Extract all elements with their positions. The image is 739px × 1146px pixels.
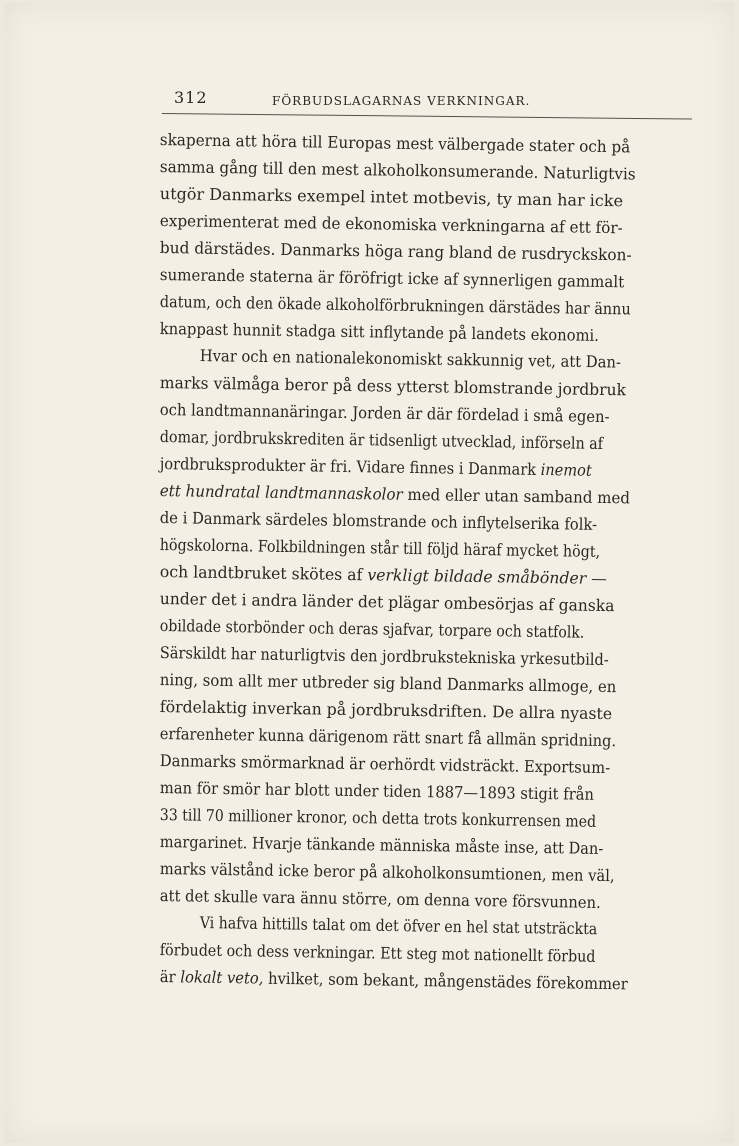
text-line: Särskildt har naturligtvis den jordbrukstekniska yrkesutbild-	[159, 643, 609, 670]
text-line: man för smör har blott under tiden 1887—1893 stigit från	[159, 778, 595, 804]
text-line: domar, jordbrukskrediten är tidsenligt utvecklad, införseln af	[159, 427, 604, 453]
emphasis: ett hundratal landtmannaskolor	[159, 481, 403, 504]
running-title: FÖRBUDSLAGARNAS VERKNINGAR.	[272, 94, 531, 108]
text-line: marks välstånd icke beror på alkoholkonsumtionen, men väl,	[159, 859, 615, 886]
text-line: fördelaktig inverkan på jordbruksdriften. De allra nyaste	[159, 697, 613, 724]
text-line: utgör Danmarks exempel intet motbevis, ty man har icke	[159, 184, 624, 211]
text-line: att det skulle vara ännu större, om denna vore försvunnen.	[159, 886, 601, 912]
text-line: erfarenheter kunna därigenom rätt snart få allmän spridning.	[159, 724, 617, 751]
emphasis: lokalt veto,	[180, 967, 264, 988]
text-line: är lokalt veto, hvilket, som bekant, mångenstädes förekommer	[159, 967, 628, 994]
emphasis: verkligt bildade småbönder	[367, 565, 587, 588]
text-line: sumerande staterna är föröfrigt icke af synnerligen gammalt	[159, 265, 625, 292]
text-line: marks välmåga beror på dess ytterst blomstrande jordbruk	[159, 373, 627, 400]
text-line: 33 till 70 millioner kronor, och detta trots konkurrensen med	[159, 805, 597, 831]
text-line: experimenterat med de ekonomiska verkningarna af ett för-	[159, 211, 623, 238]
header-rule	[162, 113, 692, 120]
text-line: skaperna att höra till Europas mest välbergade stater och på	[159, 130, 631, 157]
text-line: högskolorna. Folkbildningen står till följd häraf mycket högt,	[159, 535, 601, 561]
text-line: de i Danmark särdeles blomstrande och inflytelserika folk-	[159, 508, 598, 534]
text-line: och landtbruket skötes af verkligt bildade småbönder —	[159, 562, 608, 589]
text-line: bud därstädes. Danmarks höga rang bland de rusdryckskon-	[159, 238, 632, 265]
text-line: jordbruksprodukter är fri. Vidare finnes i Danmark inemot	[159, 454, 592, 480]
text-line: under det i andra länder det plägar ombesörjas af ganska	[159, 589, 615, 616]
text-line: knappast hunnit stadga sitt inflytande på landets ekonomi.	[159, 319, 600, 345]
text-line: förbudet och dess verkningar. Ett steg mot nationellt förbud	[159, 940, 596, 966]
page-number: 312	[174, 88, 208, 107]
text-line: och landtmannanäringar. Jorden är där fördelad i små egen-	[159, 400, 610, 427]
text-line: margarinet. Hvarje tänkande människa måste inse, att Dan-	[159, 832, 604, 858]
text-line: obildade storbönder och deras sjafvar, torpare och statfolk.	[159, 616, 585, 642]
text-line: ett hundratal landtmannaskolor med eller utan samband med	[159, 481, 631, 508]
text-line: Danmarks smörmarknad är oerhördt vidsträckt. Exportsum-	[159, 751, 611, 778]
text-line: samma gång till den mest alkoholkonsumerande. Naturligtvis	[159, 157, 636, 184]
text-line: ning, som allt mer utbreder sig bland Danmarks allmoge, en	[159, 670, 617, 697]
text-line: Hvar och en nationalekonomiskt sakkunnig vet, att Dan-	[199, 346, 622, 372]
text-line: Vi hafva hittills talat om det öfver en hel stat utsträckta	[199, 913, 598, 939]
emphasis: inemot	[540, 459, 592, 480]
text-line: datum, och den ökade alkoholförbrukningen därstädes har ännu	[159, 292, 631, 319]
